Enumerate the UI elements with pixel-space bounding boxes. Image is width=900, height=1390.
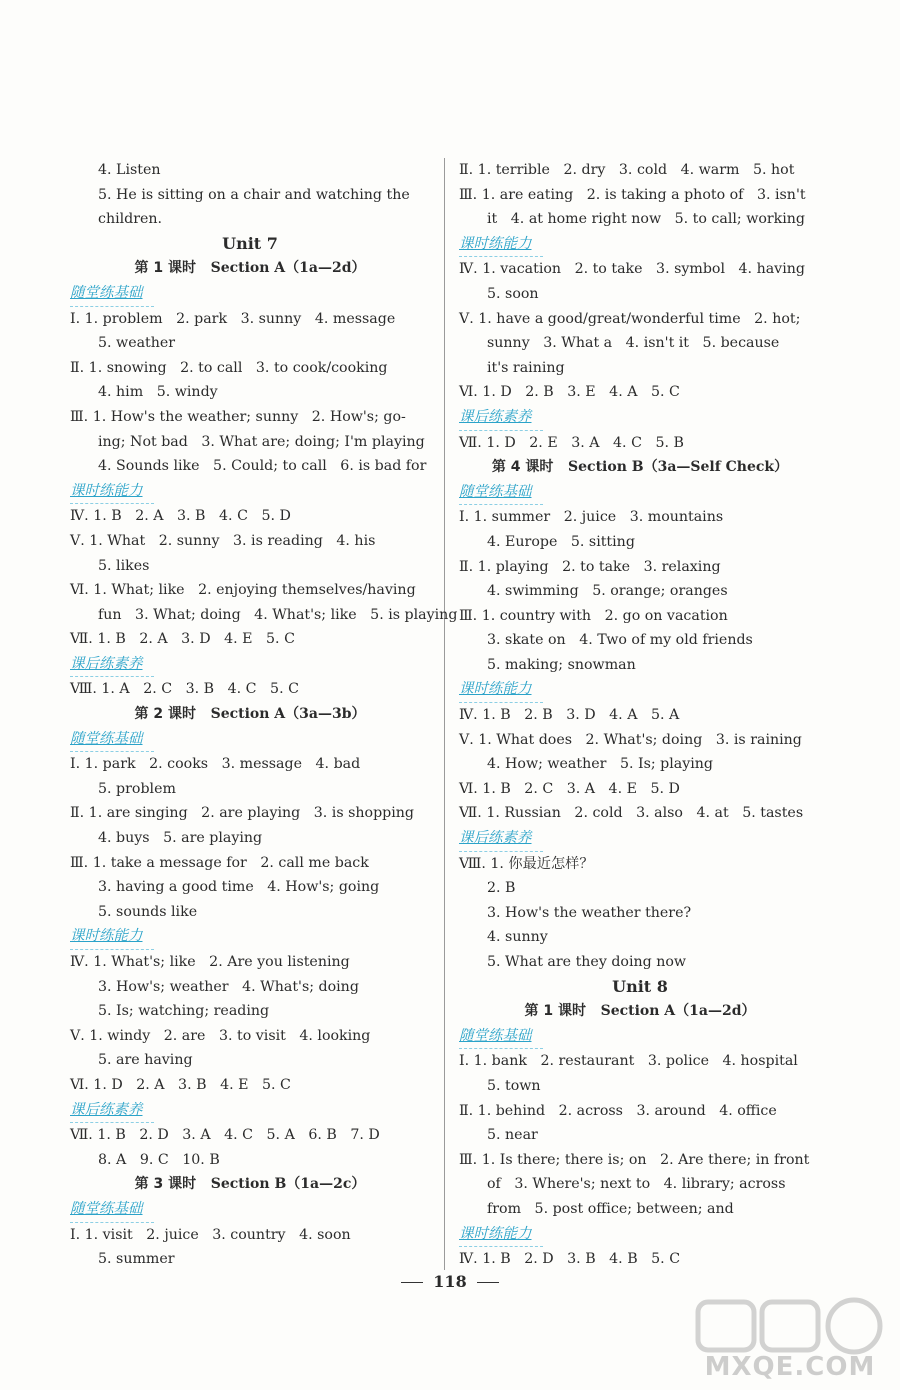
answer-line-continued: 2. B bbox=[487, 880, 516, 897]
answer-line: Ⅲ. 1. Is there; there is; on 2. Are there; in front bbox=[459, 1151, 810, 1168]
answer-line: Ⅶ. 1. D 2. E 3. A 4. C 5. B bbox=[459, 434, 684, 451]
answer-line: Ⅰ. 1. visit 2. juice 3. country 4. soon bbox=[70, 1226, 351, 1243]
answer-line-continued: from 5. post office; between; and bbox=[487, 1200, 734, 1217]
lesson-heading bbox=[459, 999, 821, 1024]
section-range: Section B（3a—Self Check） bbox=[568, 459, 789, 476]
left-column bbox=[70, 158, 458, 1272]
answer-line: Ⅶ. 1. B 2. D 3. A 4. C 5. A 6. B 7. D bbox=[70, 1127, 380, 1144]
section-label: 课后练素养 bbox=[459, 826, 543, 852]
answer-line-continued: 5. Is; watching; reading bbox=[98, 1003, 270, 1020]
dash-right bbox=[477, 1282, 499, 1283]
lesson-number: 第 1 课时 bbox=[524, 1003, 586, 1020]
answer-line-continued: 5. summer bbox=[98, 1251, 175, 1268]
section-label: 课时练能力 bbox=[459, 1222, 543, 1248]
lesson-heading bbox=[70, 256, 430, 281]
answer-line: Ⅷ. 1. A 2. C 3. B 4. C 5. C bbox=[70, 681, 299, 698]
section-label: 课时练能力 bbox=[459, 677, 543, 703]
answer-line: Ⅱ. 1. behind 2. across 3. around 4. office bbox=[459, 1102, 777, 1119]
answer-line: Ⅰ. 1. bank 2. restaurant 3. police 4. hospital bbox=[459, 1053, 798, 1070]
dash-left bbox=[401, 1282, 423, 1283]
answer-line: Ⅶ. 1. Russian 2. cold 3. also 4. at 5. tastes bbox=[459, 805, 804, 822]
section-label: 随堂练基础 bbox=[70, 281, 154, 307]
section-label: 课时练能力 bbox=[70, 479, 154, 505]
section-label: 课时练能力 bbox=[459, 232, 543, 258]
answer-line-continued: ing; Not bad 3. What are; doing; I'm playing bbox=[98, 433, 425, 450]
section-range: Section A（1a—2d） bbox=[600, 1003, 756, 1020]
answer-line: Ⅳ. 1. What's; like 2. Are you listening bbox=[70, 954, 350, 970]
answer-line-continued: 5. sounds like bbox=[98, 903, 198, 920]
answer-line-continued: 5. He is sitting on a chair and watching the bbox=[98, 186, 410, 203]
answer-line-continued: children. bbox=[98, 211, 163, 228]
answer-line-continued: 8. A 9. C 10. B bbox=[98, 1151, 220, 1168]
answer-line: Ⅱ. 1. playing 2. to take 3. relaxing bbox=[459, 558, 721, 575]
answer-line-continued: fun 3. What; doing 4. What's; like 5. is playing bbox=[98, 606, 458, 623]
watermark-text: MXQE.COM bbox=[704, 1352, 876, 1382]
unit-title: Unit 8 bbox=[612, 976, 668, 996]
section-range: Section A（3a—3b） bbox=[210, 706, 366, 723]
section-label: 课后练素养 bbox=[459, 405, 543, 431]
lesson-number: 第 3 课时 bbox=[134, 1176, 197, 1193]
lesson-number: 第 1 课时 bbox=[134, 260, 196, 277]
watermark-logo bbox=[690, 1296, 890, 1382]
answer-line: Ⅷ. 1. 你最近怎样？ bbox=[459, 855, 594, 872]
answer-line: Ⅲ. 1. take a message for 2. call me back bbox=[70, 854, 369, 871]
right-column bbox=[459, 158, 821, 1272]
answer-line: Ⅰ. 1. summer 2. juice 3. mountains bbox=[459, 509, 724, 526]
answer-line: Ⅶ. 1. B 2. A 3. D 4. E 5. C bbox=[70, 631, 295, 648]
lesson-heading bbox=[70, 1172, 430, 1197]
answer-line-continued: 4. Europe 5. sitting bbox=[487, 533, 635, 550]
page-number-text: 118 bbox=[433, 1272, 467, 1291]
section-label: 课后练素养 bbox=[70, 1098, 154, 1124]
answer-line: Ⅴ. 1. What does 2. What's; doing 3. is raining bbox=[459, 731, 802, 748]
answer-line: Ⅰ. 1. problem 2. park 3. sunny 4. message bbox=[70, 310, 396, 327]
answer-line-continued: 4. Listen bbox=[98, 162, 161, 178]
answer-line: Ⅳ. 1. B 2. A 3. B 4. C 5. D bbox=[70, 508, 291, 525]
answer-line-continued: 4. Sounds like 5. Could; to call 6. is bad for bbox=[98, 458, 427, 475]
answer-line: Ⅵ. 1. What; like 2. enjoying themselves/having bbox=[70, 582, 416, 599]
answer-line: Ⅵ. 1. B 2. C 3. A 4. E 5. D bbox=[459, 780, 680, 797]
section-label: 课后练素养 bbox=[70, 652, 154, 678]
answer-line-continued: 3. having a good time 4. How's; going bbox=[98, 879, 380, 896]
answer-line: Ⅲ. 1. country with 2. go on vacation bbox=[459, 607, 728, 624]
lesson-number: 第 4 课时 bbox=[491, 459, 554, 476]
lesson-heading bbox=[459, 455, 821, 480]
answer-line-continued: 5. likes bbox=[98, 557, 150, 574]
answer-line-continued: 4. swimming 5. orange; oranges bbox=[487, 583, 728, 600]
answer-line: Ⅲ. 1. How's the weather; sunny 2. How's; go- bbox=[70, 408, 406, 425]
section-label: 随堂练基础 bbox=[459, 480, 543, 506]
answer-line: Ⅳ. 1. B 2. D 3. B 4. B 5. C bbox=[459, 1251, 681, 1268]
answer-line: Ⅴ. 1. windy 2. are 3. to visit 4. looking bbox=[70, 1027, 371, 1044]
watermark-logo-icon bbox=[690, 1296, 890, 1356]
answer-line-continued: sunny 3. What a 4. isn't it 5. because bbox=[487, 335, 780, 352]
answer-line: Ⅲ. 1. are eating 2. is taking a photo of 3. isn't bbox=[459, 186, 806, 203]
answer-line: Ⅵ. 1. D 2. B 3. E 4. A 5. C bbox=[459, 384, 680, 401]
answer-line: Ⅳ. 1. B 2. B 3. D 4. A 5. A bbox=[459, 707, 680, 724]
answer-line: Ⅴ. 1. What 2. sunny 3. is reading 4. his bbox=[70, 532, 376, 549]
section-label: 随堂练基础 bbox=[70, 1197, 154, 1223]
answer-line: Ⅳ. 1. vacation 2. to take 3. symbol 4. having bbox=[459, 261, 805, 278]
answer-line: Ⅱ. 1. terrible 2. dry 3. cold 4. warm 5. hot bbox=[459, 162, 795, 178]
column-divider bbox=[444, 158, 445, 1270]
answer-line-continued: it's raining bbox=[487, 359, 565, 376]
answer-line-continued: 5. are having bbox=[98, 1052, 193, 1069]
answer-line-continued: 4. How; weather 5. Is; playing bbox=[487, 756, 714, 773]
answer-line-continued: 5. town bbox=[487, 1077, 541, 1094]
page-number bbox=[0, 1272, 900, 1291]
answer-line-continued: 3. skate on 4. Two of my old friends bbox=[487, 632, 753, 649]
answer-line: Ⅴ. 1. have a good/great/wonderful time 2. hot; bbox=[459, 310, 801, 327]
answer-line-continued: of 3. Where's; next to 4. library; across bbox=[487, 1176, 786, 1193]
answer-line: Ⅱ. 1. are singing 2. are playing 3. is shopping bbox=[70, 805, 415, 822]
answer-line-continued: 5. making; snowman bbox=[487, 656, 636, 673]
answer-line: Ⅵ. 1. D 2. A 3. B 4. E 5. C bbox=[70, 1076, 291, 1093]
answer-line-continued: 4. sunny bbox=[487, 929, 548, 946]
answer-line-continued: 3. How's the weather there? bbox=[487, 904, 692, 921]
answer-line-continued: 5. soon bbox=[487, 285, 539, 302]
answer-line-continued: 4. him 5. windy bbox=[98, 384, 218, 401]
lesson-heading bbox=[70, 702, 430, 727]
answer-line-continued: it 4. at home right now 5. to call; working bbox=[487, 211, 806, 228]
answer-line: Ⅱ. 1. snowing 2. to call 3. to cook/cooking bbox=[70, 359, 388, 376]
section-label: 随堂练基础 bbox=[70, 727, 154, 753]
answer-line-continued: 5. problem bbox=[98, 780, 176, 797]
unit-title: Unit 7 bbox=[222, 233, 278, 253]
answer-line-continued: 3. How's; weather 4. What's; doing bbox=[98, 978, 359, 995]
answer-line: Ⅰ. 1. park 2. cooks 3. message 4. bad bbox=[70, 756, 361, 773]
section-range: Section A（1a—2d） bbox=[210, 260, 366, 277]
answer-line-continued: 5. What are they doing now bbox=[487, 954, 687, 970]
answer-line-continued: 5. near bbox=[487, 1127, 538, 1144]
answer-line-continued: 5. weather bbox=[98, 335, 176, 352]
lesson-number: 第 2 课时 bbox=[134, 706, 196, 723]
answer-line-continued: 4. buys 5. are playing bbox=[98, 830, 263, 847]
section-label: 课时练能力 bbox=[70, 924, 154, 950]
section-range: Section B（1a—2c） bbox=[210, 1176, 366, 1193]
section-label: 随堂练基础 bbox=[459, 1024, 543, 1050]
